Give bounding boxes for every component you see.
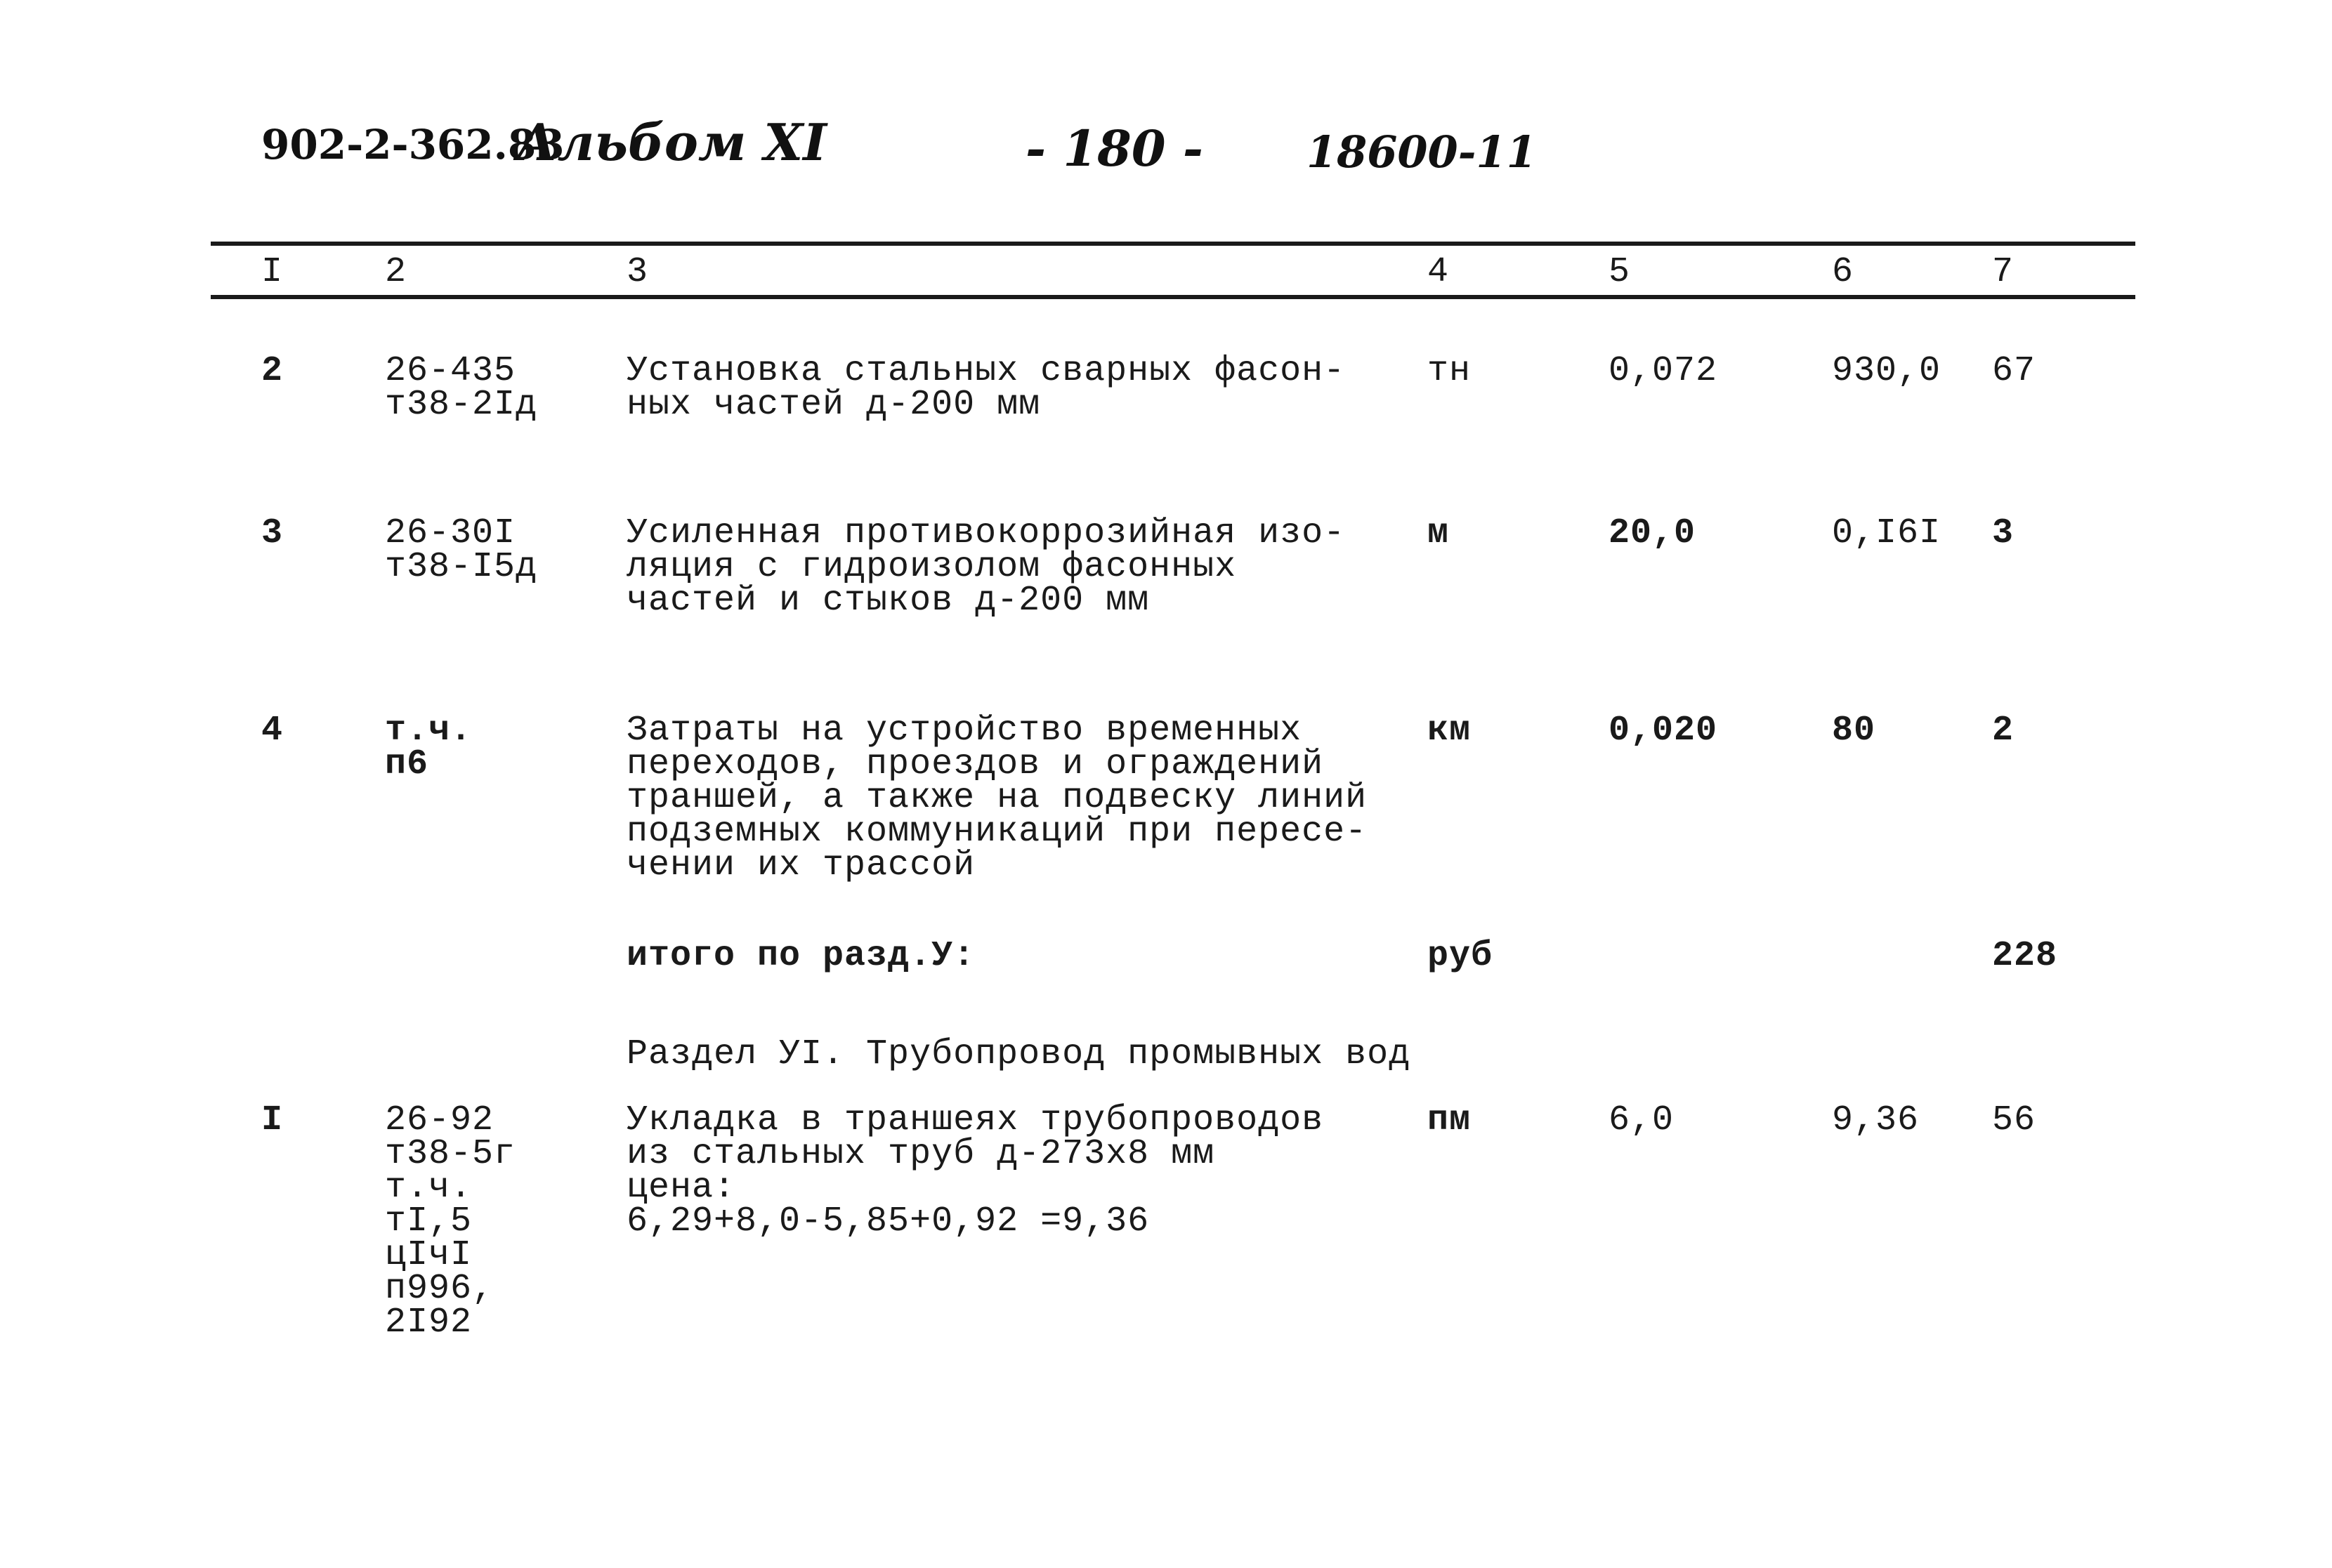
row-4-desc: Затраты на устройство временных переходов, проездов и ограждений траншей, а также на подвеску линий подземных коммуникаций при пересе- чении их трассой — [627, 711, 1368, 885]
col-header-2: 2 — [385, 252, 407, 292]
section-row-1-qty: 6,0 — [1609, 1100, 1675, 1140]
row-4-price: 80 — [1832, 711, 1876, 751]
row-4-ref: т.ч. п6 — [385, 711, 473, 784]
col-header-5: 5 — [1609, 252, 1631, 292]
section-row-1-ref: 26-92 т38-5г т.ч. тI,5 цIчI п996, 2I92 — [385, 1100, 516, 1343]
col-header-3: 3 — [627, 252, 649, 292]
register-code: 18600-11 — [1306, 126, 1537, 178]
section-row-1-num: I — [261, 1100, 284, 1140]
header-bottom-rule — [211, 295, 2135, 299]
row-4-total: 2 — [1992, 711, 2015, 751]
section-row-1-price: 9,36 — [1832, 1100, 1920, 1140]
row-2-total: 67 — [1992, 351, 2036, 391]
row-3-unit: м — [1427, 513, 1450, 553]
row-3-ref: 26-30I т38-I5д — [385, 513, 538, 587]
section-row-1-desc: Укладка в траншеях трубопроводов из стальных труб д-273х8 мм цена: 6,29+8,0-5,85+0,92 =9,36 — [627, 1100, 1324, 1241]
row-4-unit: км — [1427, 711, 1472, 751]
page-number: - 180 - — [1026, 119, 1203, 178]
row-3-price: 0,I6I — [1832, 513, 1941, 553]
col-header-7: 7 — [1992, 252, 2015, 292]
album-label: Альбом XI — [516, 112, 827, 172]
row-2-price: 930,0 — [1832, 351, 1941, 391]
col-header-4: 4 — [1427, 252, 1450, 292]
doc-number: 902-2-362.83 — [261, 121, 565, 169]
row-3-num: 3 — [261, 513, 284, 553]
subtotal-unit: руб — [1427, 936, 1493, 976]
header-top-rule — [211, 242, 2135, 246]
row-4-num: 4 — [261, 711, 284, 751]
section-title: Раздел УI. Трубопровод промывных вод — [627, 1034, 1411, 1074]
row-2-ref: 26-435 т38-2Iд — [385, 351, 538, 425]
subtotal-total: 228 — [1992, 936, 2058, 976]
col-header-1: I — [261, 252, 284, 292]
row-2-qty: 0,072 — [1609, 351, 1718, 391]
row-2-unit: тн — [1427, 351, 1472, 391]
row-3-total: 3 — [1992, 513, 2015, 553]
row-4-qty: 0,020 — [1609, 711, 1718, 751]
row-2-desc: Установка стальных сварных фасон- ных частей д-200 мм — [627, 351, 1346, 425]
subtotal-label: итого по разд.У: — [627, 936, 976, 976]
col-header-6: 6 — [1832, 252, 1854, 292]
row-3-qty: 20,0 — [1609, 513, 1696, 553]
row-3-desc: Усиленная противокоррозийная изо- ляция с гидроизолом фасонных частей и стыков д-200 мм — [627, 513, 1346, 621]
section-row-1-total: 56 — [1992, 1100, 2036, 1140]
row-2-num: 2 — [261, 351, 284, 391]
section-row-1-unit: пм — [1427, 1100, 1472, 1140]
